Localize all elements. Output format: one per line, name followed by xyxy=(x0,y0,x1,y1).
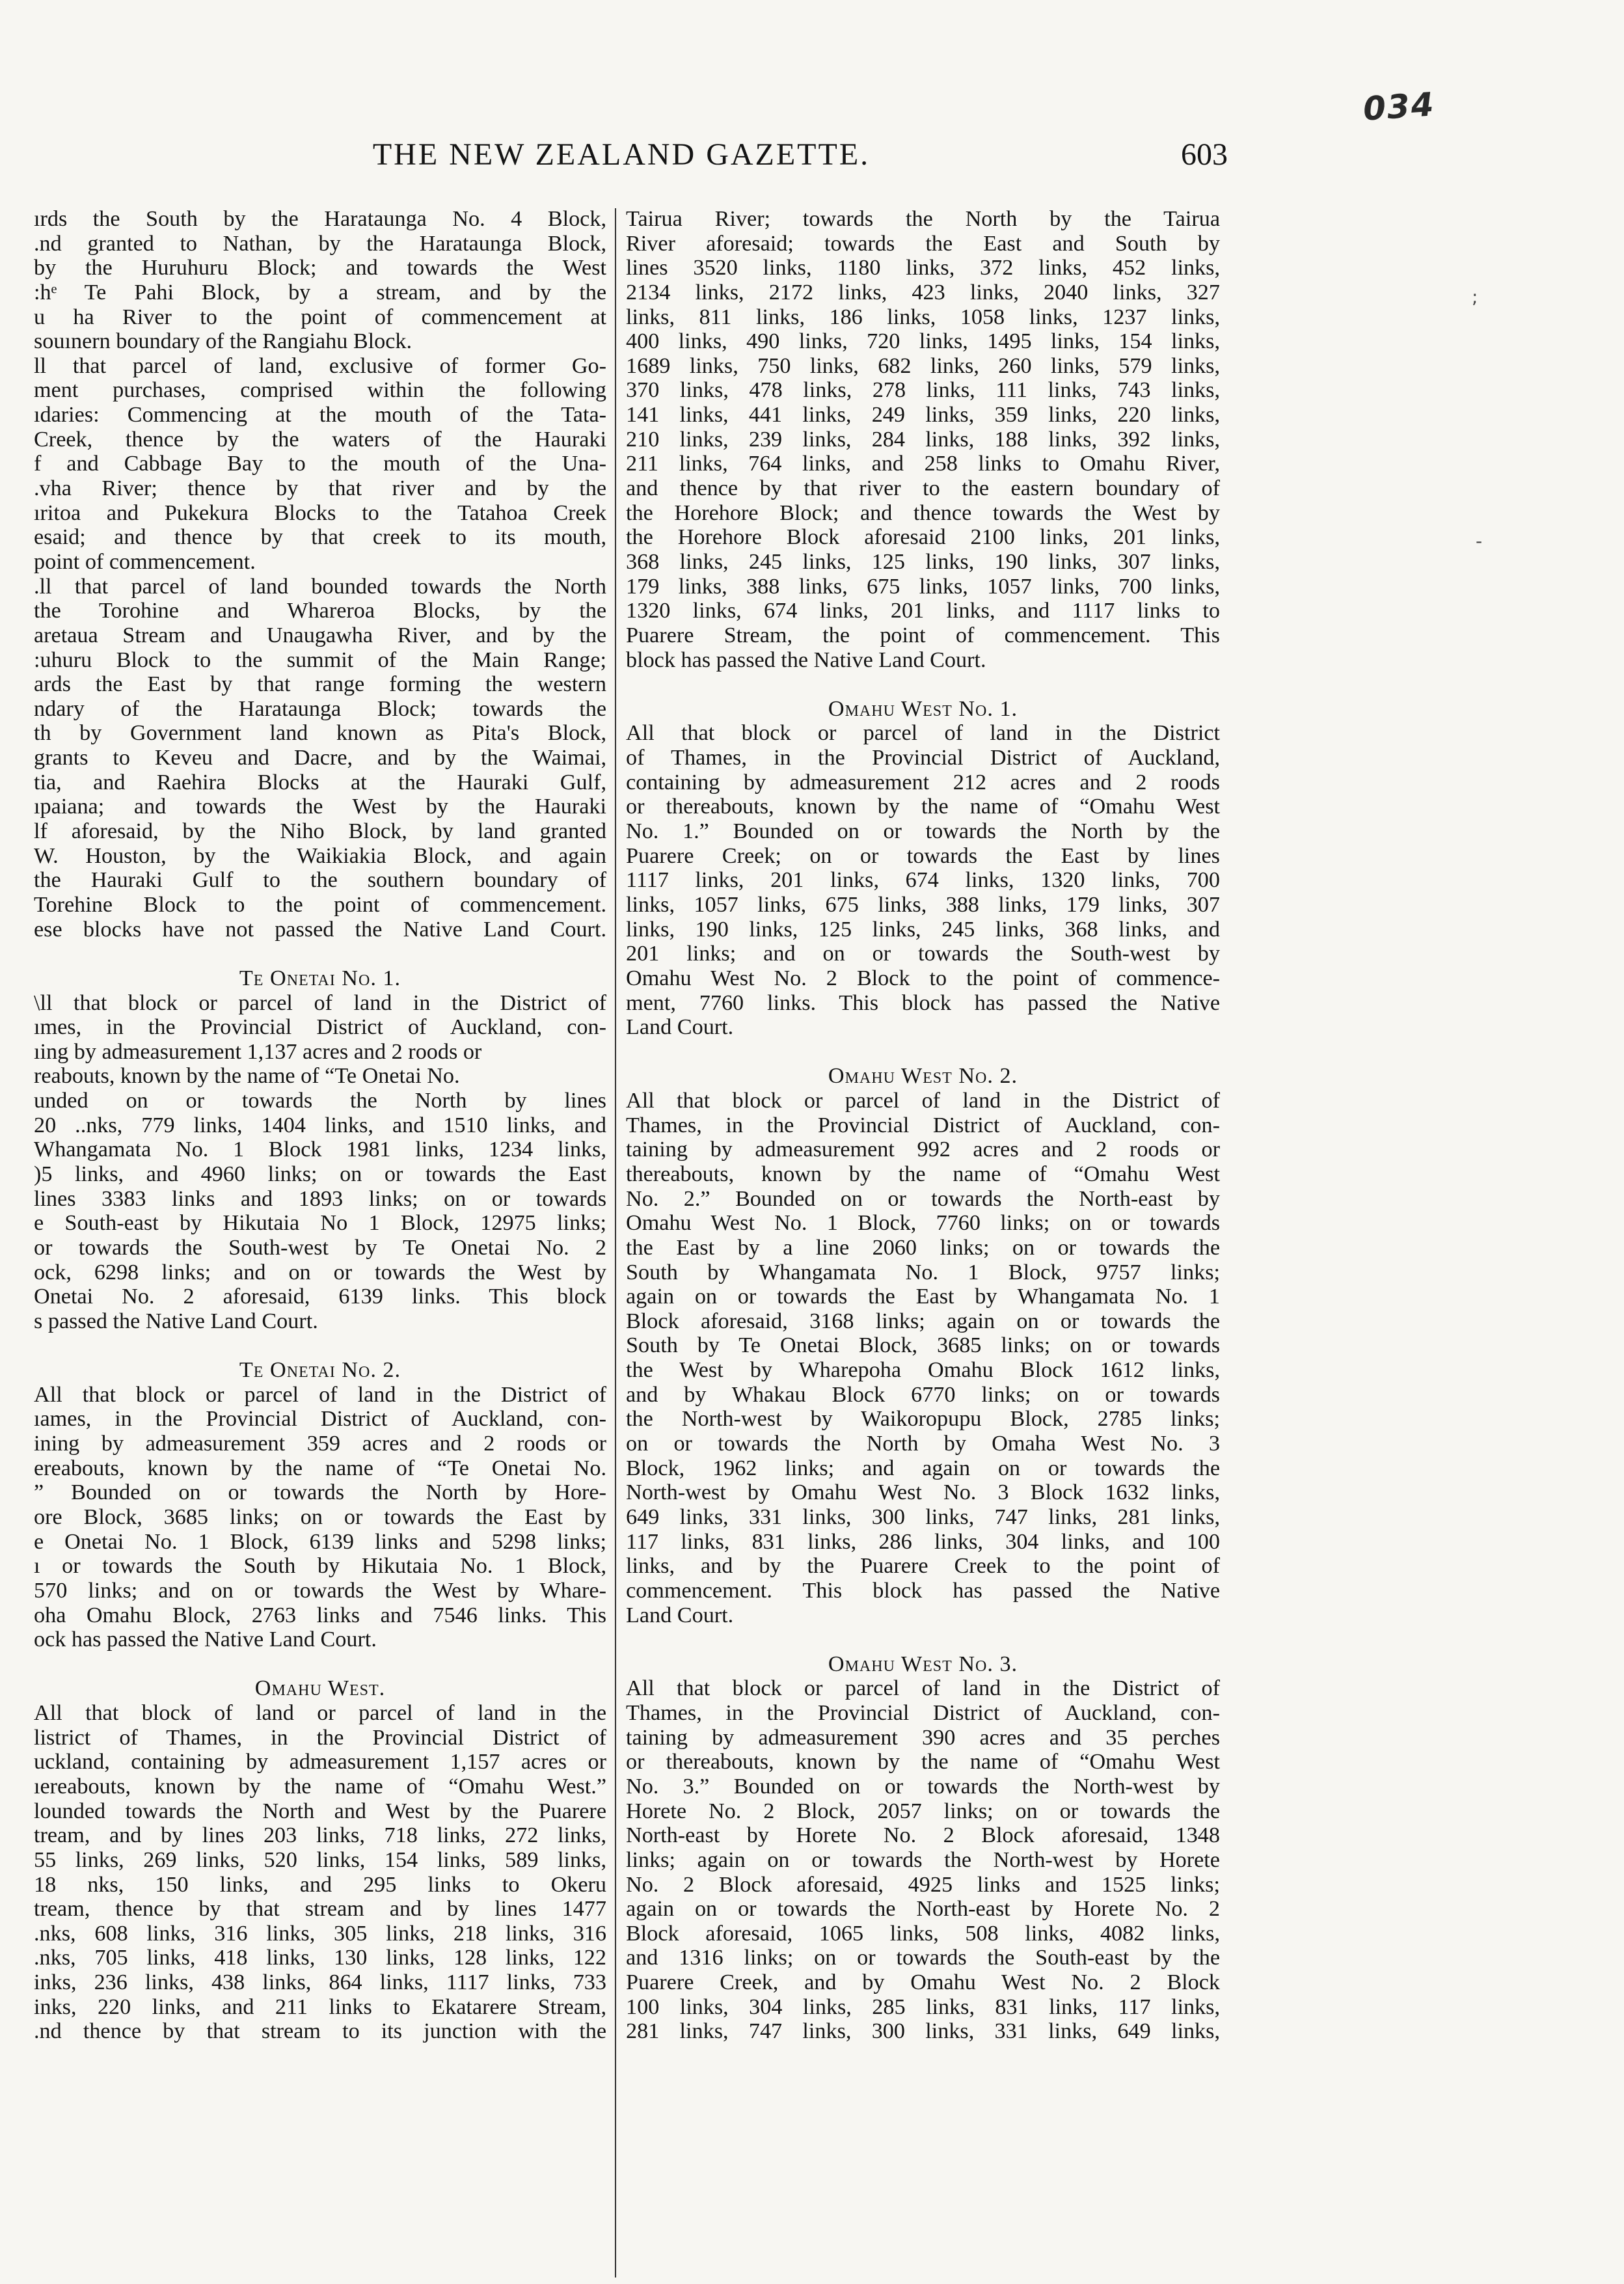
section-heading: Omahu West No. 3. xyxy=(828,1652,1018,1676)
text-line: Block aforesaid, 3168 links; again on or towards the xyxy=(626,1309,1220,1333)
text-line: :hᵉ Te Pahi Block, by a stream, and by the xyxy=(34,280,606,305)
text-line: lines 3520 links, 1180 links, 372 links, 452 links, xyxy=(626,256,1220,280)
text-line: South by Whangamata No. 1 Block, 9757 links; xyxy=(626,1260,1220,1285)
section-heading: Te Onetai No. 1. xyxy=(239,966,401,990)
text-line: North-west by Omahu West No. 3 Block 1632 links, xyxy=(626,1480,1220,1505)
left-column xyxy=(34,207,606,2044)
text-line: 2134 links, 2172 links, 423 links, 2040 links, 327 xyxy=(626,280,1220,305)
text-line: and thence by that river to the eastern boundary of xyxy=(626,476,1220,501)
text-line: the Torohine and Whareroa Blocks, by the xyxy=(34,599,606,623)
text-line: lf aforesaid, by the Niho Block, by land granted xyxy=(34,819,606,844)
margin-mark: ; xyxy=(1472,286,1478,308)
text-line: 1320 links, 674 links, 201 links, and 1117 links to xyxy=(626,599,1220,623)
text-line: links, 190 links, 125 links, 245 links, 368 links, and xyxy=(626,917,1220,942)
text-line: 570 links; and on or towards the West by Whare- xyxy=(34,1578,606,1603)
text-line: ining by admeasurement 359 acres and 2 roods or xyxy=(34,1432,606,1456)
column-divider xyxy=(615,208,616,2277)
right-column xyxy=(626,207,1220,2044)
text-line: All that block or parcel of land in the District of xyxy=(626,1089,1220,1113)
text-line: the East by a line 2060 links; on or towards the xyxy=(626,1235,1220,1260)
text-line: by the Huruhuru Block; and towards the West xyxy=(34,256,606,280)
text-line: f and Cabbage Bay to the mouth of the Una- xyxy=(34,452,606,476)
text-line: the West by Wharepoha Omahu Block 1612 links, xyxy=(626,1358,1220,1383)
text-line: ndary of the Haratаunga Block; towards the xyxy=(34,696,606,721)
text-line: 211 links, 764 links, and 258 links to Omahu River, xyxy=(626,452,1220,476)
text-line: Torehine Block to the point of commencement. xyxy=(34,892,606,917)
text-line: or towards the South-west by Te Onetai No. 2 xyxy=(34,1235,606,1260)
text-line: souınern boundary of the Rangiahu Block. xyxy=(34,329,413,354)
text-line: Land Court. xyxy=(626,1015,734,1040)
text-line: ock has passed the Native Land Court. xyxy=(34,1627,377,1652)
text-line: ıpaiana; and towards the West by the Hauraki xyxy=(34,795,606,819)
paragraph-gap xyxy=(626,1627,1220,1652)
text-line: esaid; and thence by that creek to its mouth, xyxy=(34,525,606,550)
section-heading: Omahu West No. 2. xyxy=(828,1064,1018,1089)
text-line: Horete No. 2 Block, 2057 links; on or towards the xyxy=(626,1799,1220,1823)
text-line: Puarere Stream, the point of commencement. This xyxy=(626,623,1220,647)
text-line: ards the East by that range forming the western xyxy=(34,672,606,697)
text-line: thereabouts, known by the name of “Omahu West xyxy=(626,1162,1220,1186)
text-line: ı or towards the South by Hikutaia No. 1 Block, xyxy=(34,1554,606,1579)
text-line: u ha River to the point of commencement at xyxy=(34,305,606,329)
text-line: .nks, 608 links, 316 links, 305 links, 218 links, 316 xyxy=(34,1921,606,1946)
text-line: ock, 6298 links; and on or towards the West by xyxy=(34,1260,606,1285)
text-line: on or towards the North by Omaha West No. 3 xyxy=(626,1432,1220,1456)
text-line: Thames, in the Provincial District of Auckland, con- xyxy=(626,1701,1220,1726)
text-line: W. Houston, by the Waikiakia Block, and again xyxy=(34,843,606,868)
paragraph-gap xyxy=(626,672,1220,697)
text-line: 649 links, 331 links, 300 links, 747 links, 281 links, xyxy=(626,1504,1220,1529)
text-line: 400 links, 490 links, 720 links, 1495 links, 154 links, xyxy=(626,329,1220,354)
text-line: North-east by Horete No. 2 Block aforesaid, 1348 xyxy=(626,1823,1220,1848)
text-line: River aforesaid; towards the East and South by xyxy=(626,231,1220,256)
text-line: 55 links, 269 links, 520 links, 154 links, 589 links, xyxy=(34,1847,606,1872)
text-line: Onetai No. 2 aforesaid, 6139 links. This block xyxy=(34,1285,606,1309)
text-line: again on or towards the North-east by Horete No. 2 xyxy=(626,1897,1220,1922)
text-line: 179 links, 388 links, 675 links, 1057 links, 700 links, xyxy=(626,574,1220,599)
text-line: ırds the South by the Haratаunga No. 4 Block, xyxy=(34,207,606,231)
text-line: e South-east by Hikutaia No 1 Block, 12975 links; xyxy=(34,1211,606,1236)
text-line: ıdaries: Commencing at the mouth of the Tata- xyxy=(34,403,606,428)
section-heading: Omahu West. xyxy=(254,1676,386,1701)
text-line: 100 links, 304 links, 285 links, 831 links, 117 links, xyxy=(626,1994,1220,2019)
text-line: uckland, containing by admeasurement 1,157 acres or xyxy=(34,1750,606,1774)
text-line: 18 nks, 150 links, and 295 links to Okeru xyxy=(34,1872,606,1897)
text-line: Thames, in the Provincial District of Auckland, con- xyxy=(626,1113,1220,1137)
text-line: Land Court. xyxy=(626,1603,734,1627)
text-line: links, 811 links, 186 links, 1058 links, 1237 links, xyxy=(626,305,1220,329)
text-line: .ll that parcel of land bounded towards the North xyxy=(34,574,606,599)
text-line: .nks, 705 links, 418 links, 130 links, 128 links, 122 xyxy=(34,1946,606,1970)
text-line: the Hauraki Gulf to the southern boundary of xyxy=(34,868,606,893)
text-line: No. 3.” Bounded on or towards the North-west by xyxy=(626,1774,1220,1799)
text-line: No. 2 Block aforesaid, 4925 links and 1525 links; xyxy=(626,1872,1220,1897)
text-line: .vha River; thence by that river and by the xyxy=(34,476,606,501)
text-line: South by Te Onetai Block, 3685 links; on or towards xyxy=(626,1333,1220,1358)
text-line: containing by admeasurement 212 acres and 2 roods xyxy=(626,770,1220,795)
text-line: ese blocks have not passed the Native Land Court. xyxy=(34,917,606,942)
text-line: links, and by the Puarere Creek to the point of xyxy=(626,1554,1220,1579)
text-line: th by Government land known as Pita's Block, xyxy=(34,721,606,746)
text-line: unded on or towards the North by lines xyxy=(34,1089,606,1113)
page-title: THE NEW ZEALAND GAZETTE. xyxy=(372,137,871,172)
text-line: e Onetai No. 1 Block, 6139 links and 5298 links; xyxy=(34,1529,606,1554)
paragraph-gap xyxy=(34,942,606,966)
text-line: or thereabouts, known by the name of “Omahu West xyxy=(626,795,1220,819)
text-line: Creek, thence by the waters of the Hauraki xyxy=(34,427,606,452)
text-line: inks, 236 links, 438 links, 864 links, 1117 links, 733 xyxy=(34,1970,606,1995)
text-line: All that block or parcel of land in the District of xyxy=(626,1676,1220,1701)
text-line: grants to Keveu and Dacre, and by the Waimai, xyxy=(34,746,606,770)
text-line: and 1316 links; on or towards the South-east by the xyxy=(626,1946,1220,1970)
text-line: 117 links, 831 links, 286 links, 304 links, and 100 xyxy=(626,1529,1220,1554)
text-line: the Horehore Block aforesaid 2100 links, 201 links, xyxy=(626,525,1220,550)
text-line: All that block or parcel of land in the District of xyxy=(34,1382,606,1407)
page-number: 603 xyxy=(1181,137,1228,172)
text-line: tream, thence by that stream and by lines 1477 xyxy=(34,1897,606,1922)
text-line: 1117 links, 201 links, 674 links, 1320 links, 700 xyxy=(626,868,1220,893)
text-line: commencement. This block has passed the Native xyxy=(626,1578,1220,1603)
text-line: )5 links, and 4960 links; on or towards the East xyxy=(34,1162,606,1186)
text-line: lines 3383 links and 1893 links; on or towards xyxy=(34,1186,606,1211)
text-line: All that block or parcel of land in the District xyxy=(626,721,1220,746)
text-line: ” Bounded on or towards the North by Hore- xyxy=(34,1480,606,1505)
text-line: reabouts, known by the name of “Te Onetai No. xyxy=(34,1064,460,1089)
text-line: 141 links, 441 links, 249 links, 359 links, 220 links, xyxy=(626,403,1220,428)
text-line: Tairua River; towards the North by the Tairua xyxy=(626,207,1220,231)
text-line: \ll that block or parcel of land in the District of xyxy=(34,990,606,1015)
text-line: All that block of land or parcel of land in the xyxy=(34,1701,606,1726)
text-line: 210 links, 239 links, 284 links, 188 links, 392 links, xyxy=(626,427,1220,452)
text-line: Puarere Creek, and by Omahu West No. 2 Block xyxy=(626,1970,1220,1995)
text-line: ıritoa and Pukekura Blocks to the Tatahoa Creek xyxy=(34,500,606,525)
text-line: ment purchases, comprised within the following xyxy=(34,378,606,403)
paragraph-gap xyxy=(626,1040,1220,1065)
text-line: .nd granted to Nathan, by the Haratаunga Block, xyxy=(34,231,606,256)
text-line: ıereabouts, known by the name of “Omahu West.” xyxy=(34,1774,606,1799)
text-line: and by Whakau Block 6770 links; on or towards xyxy=(626,1382,1220,1407)
text-line: Omahu West No. 2 Block to the point of commence- xyxy=(626,966,1220,990)
text-line: :uhuru Block to the summit of the Main Range; xyxy=(34,647,606,672)
text-line: links; again on or towards the North-west by Horete xyxy=(626,1847,1220,1872)
text-line: block has passed the Native Land Court. xyxy=(626,647,986,672)
text-line: Omahu West No. 1 Block, 7760 links; on or towards xyxy=(626,1211,1220,1236)
text-line: s passed the Native Land Court. xyxy=(34,1309,318,1333)
paragraph-gap xyxy=(34,1333,606,1358)
section-heading: Te Onetai No. 2. xyxy=(239,1358,401,1383)
text-line: or thereabouts, known by the name of “Omahu West xyxy=(626,1750,1220,1774)
text-line: the Horehore Block; and thence towards the West by xyxy=(626,500,1220,525)
text-line: Puarere Creek; on or towards the East by lines xyxy=(626,843,1220,868)
text-line: the North-west by Waikoropupu Block, 2785 links; xyxy=(626,1407,1220,1432)
text-line: No. 2.” Bounded on or towards the North-east by xyxy=(626,1186,1220,1211)
text-line: ımes, in the Provincial District of Auckland, con- xyxy=(34,1015,606,1040)
margin-mark: - xyxy=(1476,530,1483,552)
text-line: No. 1.” Bounded on or towards the North by the xyxy=(626,819,1220,844)
text-line: ll that parcel of land, exclusive of former Go- xyxy=(34,353,606,378)
handwritten-folio-stamp: 034 xyxy=(1362,85,1437,128)
text-line: ıames, in the Provincial District of Auckland, con- xyxy=(34,1407,606,1432)
text-line: 201 links; and on or towards the South-west by xyxy=(626,942,1220,966)
text-line: ıing by admeasurement 1,137 acres and 2 roods or xyxy=(34,1039,482,1064)
text-line: of Thames, in the Provincial District of Auckland, xyxy=(626,746,1220,770)
text-line: .nd thence by that stream to its junction with the xyxy=(34,2019,606,2044)
text-line: inks, 220 links, and 211 links to Ekatarere Stream, xyxy=(34,1994,606,2019)
text-line: 368 links, 245 links, 125 links, 190 links, 307 links, xyxy=(626,549,1220,574)
text-line: ment, 7760 links. This block has passed the Native xyxy=(626,990,1220,1015)
text-line: aretaua Stream and Unaugawha River, and by the xyxy=(34,623,606,647)
text-line: listrict of Thames, in the Provincial District of xyxy=(34,1725,606,1750)
text-line: 1689 links, 750 links, 682 links, 260 links, 579 links, xyxy=(626,353,1220,378)
paragraph-gap xyxy=(34,1652,606,1677)
text-line: Whangamata No. 1 Block 1981 links, 1234 links, xyxy=(34,1137,606,1162)
text-line: 20 ..nks, 779 links, 1404 links, and 1510 links, and xyxy=(34,1113,606,1137)
text-line: oha Omahu Block, 2763 links and 7546 links. This xyxy=(34,1603,606,1627)
text-line: taining by admeasurement 992 acres and 2 roods or xyxy=(626,1137,1220,1162)
text-line: lounded towards the North and West by the Puarere xyxy=(34,1799,606,1823)
section-heading: Omahu West No. 1. xyxy=(828,696,1018,721)
text-line: again on or towards the East by Whangamata No. 1 xyxy=(626,1285,1220,1309)
text-line: Block aforesaid, 1065 links, 508 links, 4082 links, xyxy=(626,1921,1220,1946)
text-line: Block, 1962 links; and again on or towards the xyxy=(626,1456,1220,1480)
text-line: taining by admeasurement 390 acres and 35 perches xyxy=(626,1725,1220,1750)
text-line: tia, and Raehira Blocks at the Hauraki Gulf, xyxy=(34,770,606,795)
text-line: ereabouts, known by the name of “Te Onetai No. xyxy=(34,1456,606,1480)
text-line: point of commencement. xyxy=(34,549,256,574)
text-line: 281 links, 747 links, 300 links, 331 links, 649 links, xyxy=(626,2019,1220,2044)
text-line: 370 links, 478 links, 278 links, 111 links, 743 links, xyxy=(626,378,1220,403)
text-line: ore Block, 3685 links; on or towards the East by xyxy=(34,1504,606,1529)
text-line: links, 1057 links, 675 links, 388 links, 179 links, 307 xyxy=(626,892,1220,917)
text-line: tream, and by lines 203 links, 718 links, 272 links, xyxy=(34,1823,606,1848)
